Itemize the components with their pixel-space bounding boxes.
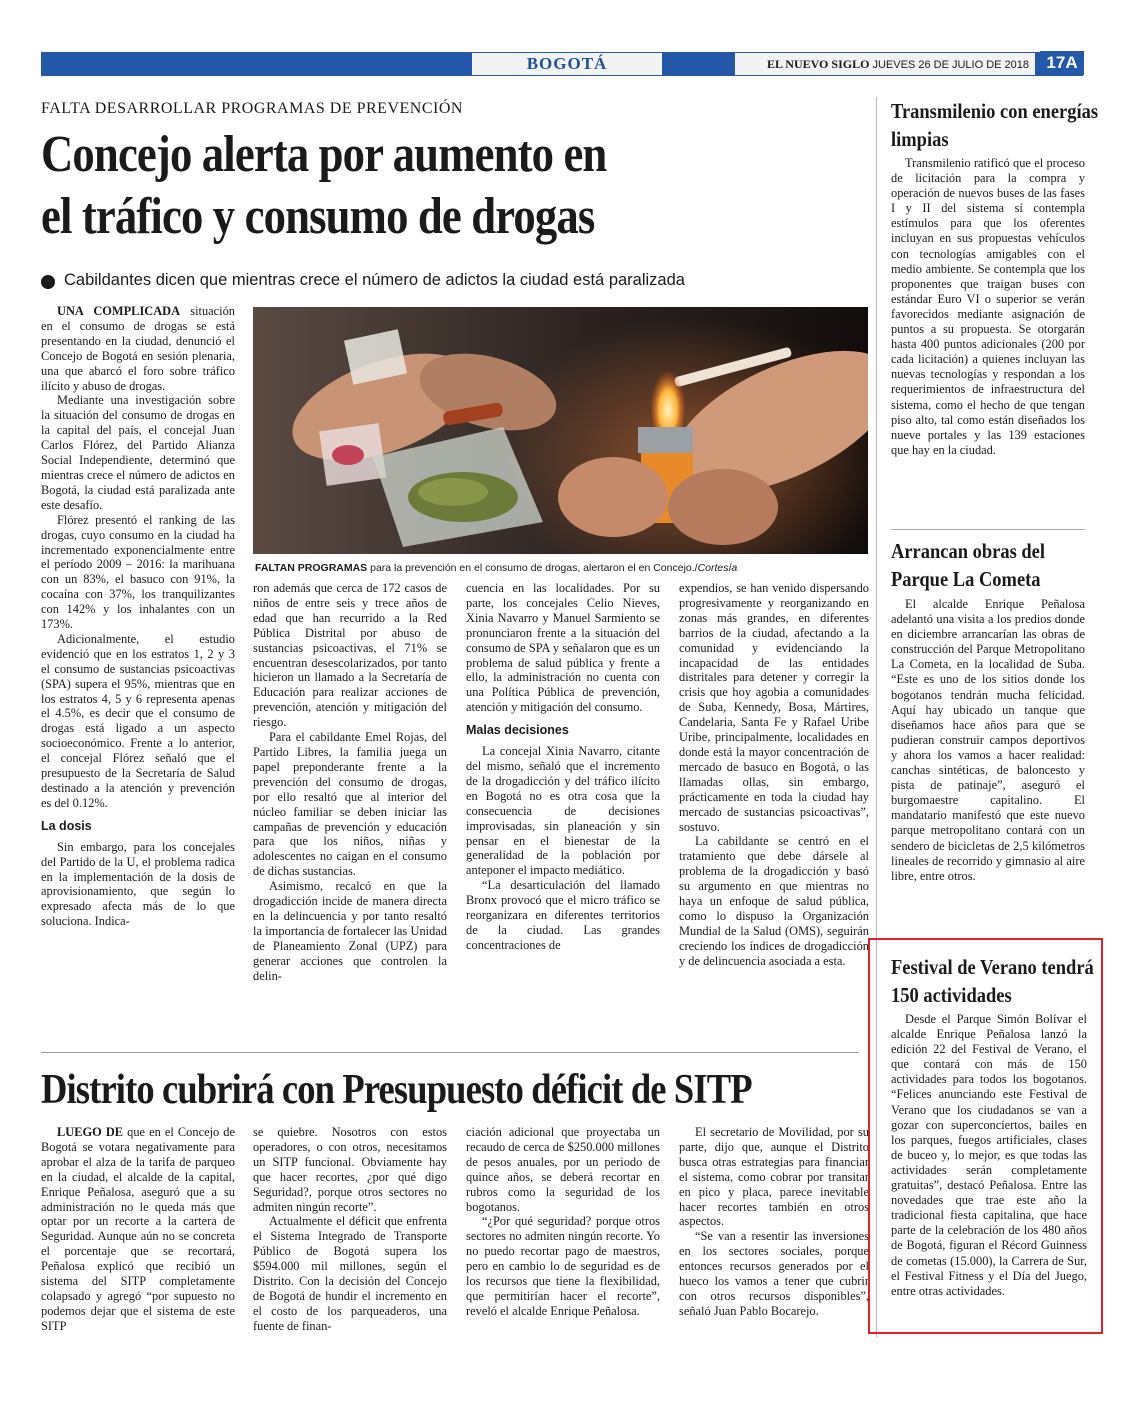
- paragraph: ron además que cerca de 172 casos de niños de entre seis y trece años de edad que han recurrido a la Red Pública Distrital por abuso de sustancias psicoactivas, el 71% se encuentran desescolarizados, por tanto hicieron un llamado a la Secretaría de Educación para realizar acciones de prevención, atención y mitigación del riesgo.: [253, 581, 447, 730]
- paragraph: Para el cabildante Emel Rojas, del Partido Libres, la familia juega un papel preponderante frente a la prevención del consumo de drogas, por ello resaltó que al interior del núcleo familiar se deben iniciar las campañas de prevención y educación para que los niños, niñas y adolescentes no caigan en el consumo de dichas sustancias.: [253, 730, 447, 879]
- second-column-3: [466, 1125, 660, 1319]
- sidebar-body-festival: Desde el Parque Simón Bolívar el alcalde Enrique Peñalosa lanzó la edición 22 del Festival de Verano, el que contará con más de 150 actividades para todos los bogotanos. “Felices anunciando este Festival de Verano que los ciudadanos se van a gozar con superconciertos, bailes en los parques, fuegos artificiales, clases de buceo y, lo mejor, es que todas las actividades serán completamente gratuitas”, destacó Peñalosa. Entre las novedades que trae este año la tradicional fiesta capitalina, que hace parte de la celebración de los 480 años de Bogotá, figuran el Récord Guinness de cometas (15.000), la Carrera de Sur, el Festival Fitness y el Día del Juego, entre otras actividades.: [891, 1012, 1087, 1298]
- sidebar-body-transmilenio: Transmilenio ratificó que el proceso de licitación para la compra y operación de nuevos buses de las fases I y II del sistema sí contempla estímulos para que los oferentes incluyan en sus propuestas vehículos con tecnologías amigables con el medio ambiente. Se contempla que los proponentes que traigan buses con estándar Euro VI o superior se verán favorecidos mediante asignación de puntos a su propuesta. Se otorgarán hasta 400 puntos adicionales (200 por cada licitación) a quienes incluyan las nuevas tecnologías y respondan a los requerimientos de infraestructura del sistema, como el hecho de que tengan piso alto, tal como están diseñados los nueve portales y las 139 estaciones que hay en la ciudad.: [891, 156, 1085, 457]
- paragraph: La cabildante se centró en el tratamiento que debe dársele al problema de la drogadicción y basó su argumento en que mientras no haya un enfoque de salud pública, como lo dispuso la Organización Mundial de la Salud (OMS), seguirán creciendo los índices de drogadicción y de delincuencia asociada a esta.: [679, 834, 869, 968]
- paper-name: EL NUEVO SIGLO: [766, 57, 870, 71]
- paragraph: UNA COMPLICADA situación en el consumo de drogas se está presentando en la ciudad, denunció el Concejo de Bogotá en sesión plenaria, una que abarcó el foro sobre tráfico ilícito y abuso de drogas.: [41, 304, 235, 393]
- issue-date: JUEVES 26 DE JULIO DE 2018: [872, 59, 1029, 71]
- second-column-1: [41, 1125, 235, 1334]
- paragraph: Sin embargo, para los concejales del Partido de la U, el problema radica en la implementación de la dosis de aprovisionamiento, que según lo expresado afecta más de lo que soluciona. Indica-: [41, 839, 235, 929]
- paper-dateline: [735, 53, 1035, 75]
- second-column-4: [679, 1125, 869, 1319]
- lead-words: UNA COMPLICADA: [57, 304, 181, 318]
- paragraph: Actualmente el déficit que enfrenta el Sistema Integrado de Transporte Público de Bogotá supera los $594.000 mil millones, según el Distrito. Con la decisión del Concejo de Bogotá de hundir el incremento en el costo de los parqueaderos, una fuente de finan-: [253, 1214, 447, 1333]
- main-headline-line-2: el tráfico y consumo de drogas: [41, 188, 595, 245]
- paragraph: Adicionalmente, el estudio evidenció que en los estratos 1, 2 y 3 el consumo de sustancias psicoactivas (SPA) supera el 95%, mientras que en los estratos 4, 5 y 6 representa apenas el 4.5%, es decir que el consumo de drogas está ligado a un aspecto socioeconómico. Frente a lo anterior, el concejal Flórez señaló que el presupuesto de la Secretaría de Salud destinado a la atención y prevención es del 0.12%.: [41, 631, 235, 810]
- main-column-1: [41, 304, 235, 929]
- bullet-icon: [41, 275, 55, 289]
- main-column-3: [466, 581, 660, 953]
- paragraph: Asimismo, recalcó en que la drogadicción incide de manera directa en la delincuencia y por tanto resaltó la importancia de fortalecer las Unidad de Planeamiento Zonal (UPZ) para generar acciones que controlen la delin-: [253, 879, 447, 983]
- section-name: BOGOTÁ: [470, 53, 662, 75]
- paragraph: “¿Por qué seguridad? porque otros sectores no admiten ningún recorte. Yo no puedo recortar pago de maestros, pero en cambio lo de seguridad es de los recursos que tiene la flexibilidad, que permitirían hacer el recorte”, reveló el alcalde Enrique Peñalosa.: [466, 1214, 660, 1318]
- main-column-4: [679, 581, 869, 969]
- sidebar-body-cometa: El alcalde Enrique Peñalosa adelantó una visita a los predios donde en diciembre arrancarían las obras de construcción del Parque Metropolitano La Cometa, en la localidad de Suba. “Este es uno de los sitios donde los bogotanos tendrán mucha felicidad. Aquí hay ubicado un tanque que diseñamos hace años para que se pudieran construir campos deportivos y ahora los vamos a hacer realidad: canchas sintéticas, de baloncesto y pista de patinaje”, aseguró el burgomaestre capitalino. El mandatario manifestó que este nuevo parque metropolitano contará con un sendero de bicicletas de 2,5 kilómetros lineales de recorrido y gimnasio al aire libre, entre otros.: [891, 597, 1085, 883]
- sidebar-title-cometa: Arrancan obras del Parque La Cometa: [891, 539, 1045, 591]
- story-divider: [41, 1052, 859, 1053]
- paragraph: se quiebre. Nosotros con estos operadores, o con otros, necesitamos un SITP funcional. Obviamente hay que hacer recortes, ¿por qué digo Seguridad?, porque otros sectores no admiten ningún recorte”.: [253, 1125, 447, 1214]
- subheading: La dosis: [41, 818, 92, 833]
- paragraph: Mediante una investigación sobre la situación del consumo de drogas en la capital del país, el concejal Juan Carlos Flórez, del Partido Alianza Social Independiente, determinó que mientras crece el número de adictos en Bogotá, la ciudad está paralizada ante este desafío.: [41, 393, 235, 512]
- sidebar-title-transmilenio: Transmilenio con energías limpias: [891, 99, 1099, 151]
- photo-caption: FALTAN PROGRAMAS para la prevención en el consumo de drogas, alertaron el en Concejo./Cortesía: [255, 562, 738, 574]
- paragraph: LUEGO DE que en el Concejo de Bogotá se votara negativamente para aprobar el alza de la tarifa de parqueo en la ciudad, el alcalde de la capital, Enrique Peñalosa, aseguró que a su administración no le queda más que optar por un recorte a la cartera de Seguridad. Aunque aún no se concreta el porcentaje que se recortará, Peñalosa explicó que recibió un sistema del SITP completamente colapsado y agregó “por supuesto no podemos dejar que el sistema de este SITP: [41, 1125, 235, 1333]
- second-headline: Distrito cubrirá con Presupuesto déficit de SITP: [41, 1067, 752, 1113]
- paragraph: “La desarticulación del llamado Bronx provocó que el micro tráfico se reorganizara en diferentes territorios de la ciudad. Las grandes concentraciones de: [466, 878, 660, 952]
- photo-illustration: [253, 307, 868, 554]
- paragraph: expendios, se han venido dispersando progresivamente y reorganizando en zonas más grandes, en diferentes barrios de la ciudad, afectando a la comunidad y evidenciando la incapacidad de las entidades distritales para detener y corregir la crisis que hoy agobia a comunidades de Suba, Kennedy, Bosa, Mártires, Candelaria, Santa Fe y Rafael Uribe Uribe, principalmente, localidades en donde está la mayor concentración de mercado de basuco en Bogotá, o las llamadas ollas, sin embargo, prácticamente en toda la ciudad hay mercado de sustancias psicoactivas”, sostuvo.: [679, 581, 869, 834]
- lead-words: LUEGO DE: [57, 1125, 124, 1139]
- page-number: 17A: [1040, 51, 1084, 75]
- sidebar-rule: [891, 529, 1085, 530]
- main-headline: [41, 124, 867, 248]
- drugs-photo: [253, 307, 868, 554]
- main-headline-line-1: Concejo alerta por aumento en: [41, 126, 607, 183]
- deck: Cabildantes dicen que mientras crece el número de adictos la ciudad está paralizada: [64, 271, 685, 289]
- sidebar-title-festival: Festival de Verano tendrá 150 actividades: [891, 955, 1094, 1007]
- caption-lead: FALTAN PROGRAMAS: [255, 562, 368, 574]
- paragraph: La concejal Xinia Navarro, citante del mismo, señaló que el incremento de la drogadicción y del tráfico ilícito en Bogotá no es otra cosa que la consecuencia de decisiones improvisadas, sin planeación y sin pensar en el bienestar de la generalidad de la población por anteponer el impacto mediático.: [466, 744, 660, 878]
- main-column-2: [253, 581, 447, 983]
- subheading: Malas decisiones: [466, 723, 569, 738]
- paragraph: ciación adicional que proyectaba un recaudo de cerca de $250.000 millones de pesos anuales, por un periodo de quince años, se deberá recortar en rubros como la seguridad de los bogotanos.: [466, 1125, 660, 1214]
- photo-credit: Cortesía: [697, 562, 738, 574]
- paragraph: cuencia en las localidades. Por su parte, los concejales Celio Nieves, Xinia Navarro y Manuel Sarmiento se pronunciaron frente a la situación del consumo de SPA y señalaron que es un problema de salud pública y frente a ello, la administración no cuenta con una Política Pública de prevención, atención y mitigación del consumo.: [466, 581, 660, 715]
- kicker: FALTA DESARROLLAR PROGRAMAS DE PREVENCIÓN: [41, 100, 463, 117]
- second-column-2: [253, 1125, 447, 1334]
- paragraph: “Se van a resentir las inversiones en los sectores sociales, porque entonces recursos generados por el hueco los vamos a tener que cubrir con otros recursos disponibles”, señaló Juan Pablo Bocarejo.: [679, 1229, 869, 1318]
- paragraph: El secretario de Movilidad, por su parte, dijo que, aunque el Distrito busca otras estrategias para financiar el sistema, como cobrar por transitar en pico y placa, parece inevitable hacer recortes también en otros aspectos.: [679, 1125, 869, 1229]
- paragraph: Flórez presentó el ranking de las drogas, cuyo consumo en la ciudad ha incrementado exponencialmente entre el período 2009 – 2016: la marihuana con un 83%, el basuco con 91%, la cocaína con 37%, los tranquilizantes con 142% y los inhalantes con un 173%.: [41, 512, 235, 632]
